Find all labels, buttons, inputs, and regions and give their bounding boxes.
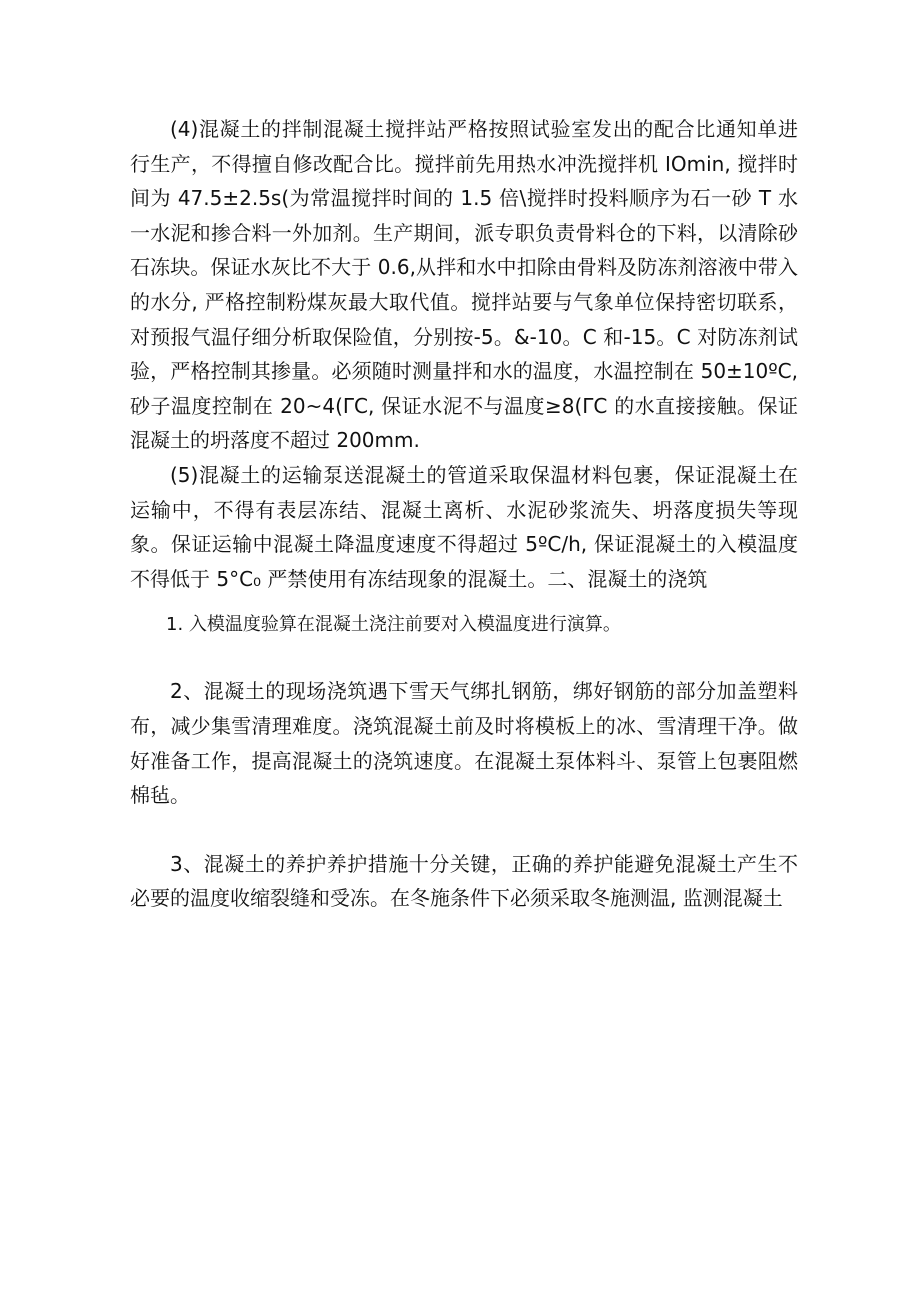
paragraph-concrete-transport: (5)混凝土的运输泵送混凝土的管道采取保温材料包裹，保证混凝土在运输中，不得有表层冻结、混凝土离析、水泥砂浆流失、坍落度损失等现象。保证运输中混凝土降温度速度不得超过 5ºC/h, 保证混凝土的入模温度不得低于 5°C₀ 严禁使用有冻结现象的混凝土。二、混凝土的浇筑 bbox=[130, 462, 798, 591]
document-body bbox=[130, 112, 798, 916]
paragraph-curing: 3、混凝土的养护养护措施十分关键，正确的养护能避免混凝土产生不必要的温度收缩裂缝和受冻。在冬施条件下必须采取冬施测温, 监测混凝土 bbox=[130, 851, 798, 911]
paragraph-site-pouring: 2、混凝土的现场浇筑遇下雪天气绑扎钢筋，绑好钢筋的部分加盖塑料布，减少集雪清理难度。浇筑混凝土前及时将模板上的冰、雪清理干净。做好准备工作，提高混凝土的浇筑速度。在混凝土泵体料斗、泵管上包裹阻燃棉毡。 bbox=[130, 679, 798, 808]
paragraph-mold-temperature: 1. 入模温度验算在混凝土浇注前要对入模温度进行演算。 bbox=[166, 614, 621, 636]
paragraph-concrete-mixing: (4)混凝土的拌制混凝土搅拌站严格按照试验室发出的配合比通知单进行生产，不得擅自修改配合比。搅拌前先用热水冲洗搅拌机 IOmin, 搅拌时间为 47.5±2.5s(为常温搅拌时间的 1.5 倍\搅拌时投料顺序为石一砂 T 水一水泥和掺合料一外加剂。生产期间，派专职负责骨料仓的下料，以清除砂石冻块。保证水灰比不大于 0.6,从拌和水中扣除由骨料及防冻剂溶液中带入的水分, 严格控制粉煤灰最大取代值。搅拌站要与气象单位保持密切联系，对预报气温仔细分析取保险值，分别按-5。&-10。C 和-15。C 对防冻剂试验，严格控制其掺量。必须随时测量拌和水的温度，水温控制在 50±10ºC, 砂子温度控制在 20~4(ΓC, 保证水泥不与温度≥8(ΓC 的水直接接触。保证混凝土的坍落度不超过 200mm. bbox=[130, 117, 798, 453]
